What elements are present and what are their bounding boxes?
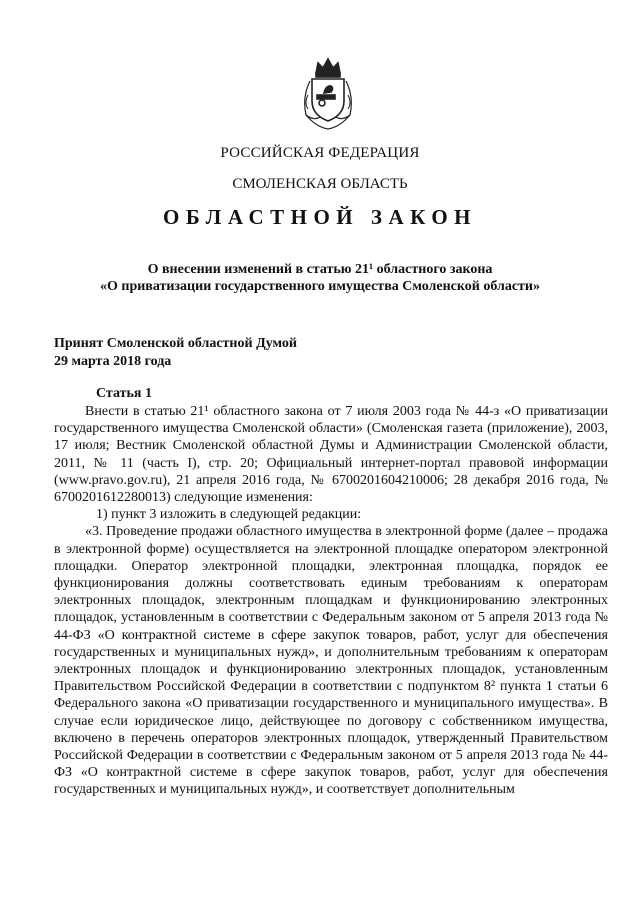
paragraph: Внести в статью 21¹ областного закона от 7 июля 2003 года № 44-з «О приватизации государственного имущества Смоленской области» (Смоленская газета (приложение), 2003, 17 июля; Вестник Смоленской областной Думы и Администрации Смоленской области, 2011, № 11 (часть I), стр. 20; Официальный интернет-портал правовой информации (www.pravo.gov.ru), 21 апреля 2016 года, № 6700201604210006; 28 декабря 2016 года, № 6700201612280013) следующие изменения: [54, 404, 608, 506]
adoption-date: 29 марта 2018 года [54, 354, 172, 369]
document-type-heading: ОБЛАСТНОЙ ЗАКОН [162, 205, 477, 229]
law-title-line-2: «О приватизации государственного имущества Смоленской области» [99, 279, 540, 294]
adoption-line-1: Принят Смоленской областной Думой [54, 336, 297, 351]
article-body [54, 403, 608, 799]
region-heading: СМОЛЕНСКАЯ ОБЛАСТЬ [232, 176, 408, 192]
paragraph: 1) пункт 3 изложить в следующей редакции: [96, 507, 362, 523]
law-title-line-1: О внесении изменений в статью 21¹ областного закона [147, 262, 493, 277]
article-heading: Статья 1 [96, 386, 152, 401]
coat-of-arms-icon [296, 55, 360, 133]
paragraph: «3. Проведение продажи областного имущества в электронной форме (далее – продажа в электронной форме) осуществляется на электронной площадке оператором электронной площадки. Оператор электронной площадки, электронная площадка, порядок ее функционирования должны соответствовать единым требованиям к операторам электронных площадок, электронным площадкам и функционированию электронных площадок, установленным в соответствии с Федеральным законом от 5 апреля 2013 года № 44-ФЗ «О контрактной системе в сфере закупок товаров, работ, услуг для обеспечения государственных и муниципальных нужд», и дополнительным требованиям к операторам электронных площадок и функционированию электронных площадок, установленным Правительством Российской Федерации в соответствии с подпунктом 8² пункта 1 статьи 6 Федерального закона «О приватизации государственного и муниципального имущества». В случае если юридическое лицо, действующее по договору с собственником имущества, включено в перечень операторов электронных площадок, утвержденный Правительством Российской Федерации в соответствии с Федеральным законом от 5 апреля 2013 года № 44-ФЗ «О контрактной системе в сфере закупок товаров, работ, услуг для обеспечения государственных и муниципальных нужд», и соответствует дополнительным [54, 524, 608, 798]
country-heading: РОССИЙСКАЯ ФЕДЕРАЦИЯ [220, 145, 420, 161]
